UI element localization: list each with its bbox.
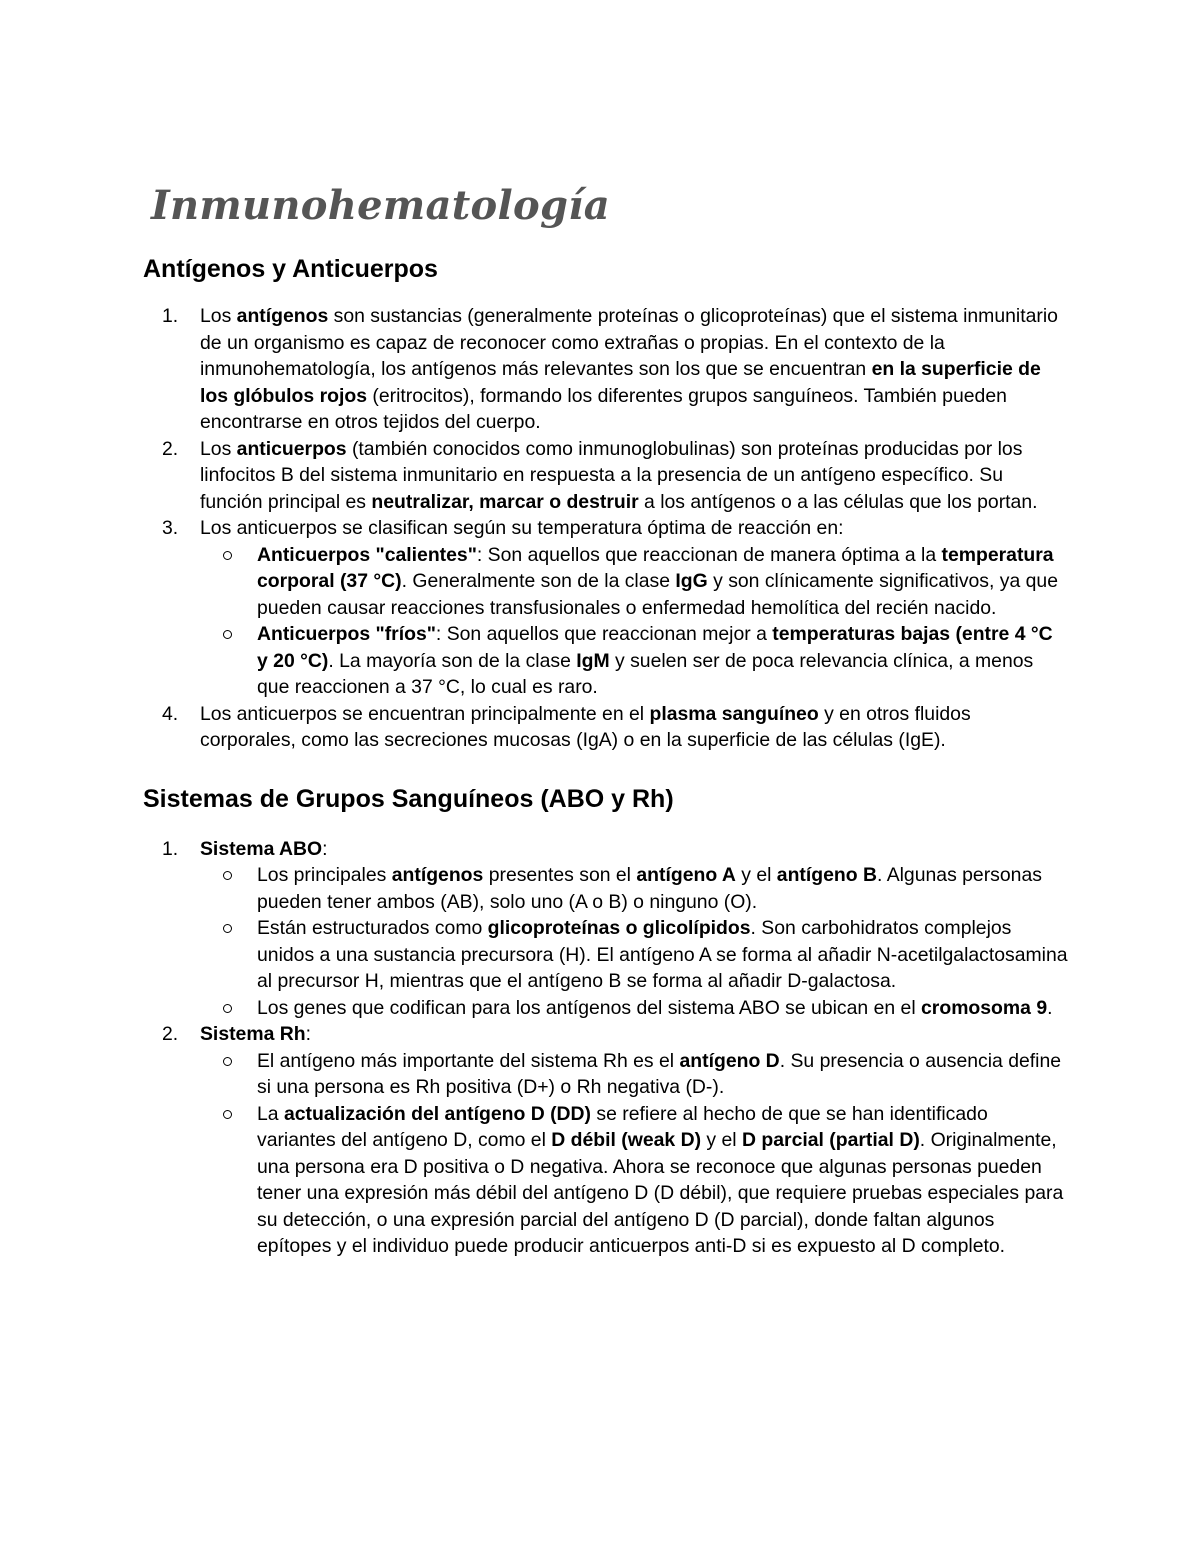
- hollow-bullet-icon: [223, 924, 232, 933]
- sublist-item: [199, 1048, 1068, 1101]
- list-number: 2.: [162, 1023, 179, 1045]
- bold-text: actualización del antígeno D (DD): [283, 1102, 592, 1125]
- text-run: a los antígenos o a las células que los portan.: [638, 490, 1038, 513]
- sublist-item: [199, 862, 1068, 915]
- section-heading-antigenos: Antígenos y Anticuerpos: [143, 255, 438, 283]
- bold-text: antígenos: [391, 864, 484, 886]
- hollow-bullet-icon: [223, 630, 232, 639]
- bold-text: Anticuerpos "calientes": [257, 543, 477, 566]
- text-run: y suelen ser de poca relevancia clínica, a menos que reaccionen a 37 °C, lo cual es raro.: [257, 649, 1034, 698]
- hollow-bullet-icon: [223, 871, 232, 880]
- list-item: [143, 436, 1068, 516]
- sublist: [200, 542, 1068, 701]
- text-run: Están estructurados como: [257, 917, 488, 939]
- sublist-item: [199, 915, 1068, 995]
- text-run: El antígeno más importante del sistema Rh es el: [257, 1049, 680, 1072]
- list-item: [143, 836, 1068, 1022]
- bold-text: temperatura corporal (37 °C): [257, 543, 1054, 592]
- bold-text: IgM: [576, 649, 610, 672]
- text-run: y son clínicamente significativos, ya que pueden causar reacciones transfusionales o enfermedad hemolítica del recién nacido.: [257, 570, 1059, 619]
- text-run: se refiere al hecho de que se han identificado variantes del antígeno D, como el: [257, 1102, 988, 1151]
- bold-text: antígenos: [236, 305, 329, 327]
- bold-text: D débil (weak D): [551, 1129, 702, 1151]
- text-run: Los principales: [257, 864, 392, 886]
- text-run: :: [322, 837, 328, 860]
- bold-text: anticuerpos: [236, 437, 347, 460]
- bold-text: neutralizar, marcar o destruir: [371, 490, 639, 513]
- bold-text: IgG: [675, 570, 708, 592]
- text-run: . Son carbohidratos complejos unidos a una sustancia precursora (H). El antígeno A se forma al añadir N-acetilgalactosamina al precursor H, mientras que el antígeno B se forma al añadir D-galactosa.: [257, 917, 1068, 992]
- text-run: y en otros fluidos corporales, como las secreciones mucosas (IgA) o en la superficie de las células (IgE).: [200, 702, 971, 751]
- bold-text: antígeno B: [776, 864, 877, 886]
- bold-text: plasma sanguíneo: [649, 702, 819, 725]
- antigenos-list: [143, 303, 1068, 754]
- bold-text: glicoproteínas o glicolípidos: [487, 917, 751, 939]
- bold-text: cromosoma 9: [921, 996, 1048, 1019]
- text-run: . Algunas personas pueden tener ambos (AB), solo uno (A o B) o ninguno (O).: [257, 864, 1042, 913]
- hollow-bullet-icon: [223, 1004, 232, 1013]
- text-run: La: [257, 1102, 284, 1125]
- document-content: [143, 178, 1068, 1260]
- list-item: [143, 303, 1068, 436]
- text-run: presentes son el: [483, 864, 637, 886]
- hollow-bullet-icon: [223, 1110, 232, 1119]
- list-number: 3.: [162, 517, 179, 539]
- list-number: 4.: [162, 702, 179, 725]
- text-run: y el: [701, 1129, 742, 1151]
- text-run: Los anticuerpos se encuentran principalmente en el: [200, 702, 650, 725]
- sublist-item: [199, 621, 1068, 701]
- text-run: y el: [735, 864, 777, 886]
- sublist-item: [199, 542, 1068, 622]
- hollow-bullet-icon: [223, 551, 232, 560]
- list-item: [143, 1021, 1068, 1260]
- list-number: 1.: [162, 837, 179, 860]
- bold-text: antígeno A: [636, 864, 736, 886]
- text-run: Los: [200, 437, 237, 460]
- list-item: [143, 701, 1068, 754]
- text-run: : Son aquellos que reaccionan de manera óptima a la: [476, 543, 942, 566]
- text-run: . Originalmente, una persona era D positiva o D negativa. Ahora se reconoce que algunas personas pueden tener una expresión más débil del antígeno D (D débil), que requiere pruebas especiales para su detección, o una expresión parcial del antígeno D (D parcial), donde faltan algunos epítopes y el individuo puede producir anticuerpos anti-D si es expuesto al D completo.: [257, 1129, 1064, 1257]
- sublist-item: [199, 1101, 1068, 1260]
- grupos-sanguineos-list: [143, 836, 1068, 1260]
- text-run: :: [305, 1023, 311, 1045]
- text-run: . Su presencia o ausencia define si una persona es Rh positiva (D+) o Rh negativa (D-).: [257, 1049, 1062, 1098]
- text-run: . Generalmente son de la clase: [401, 570, 676, 592]
- bold-text: Sistema Rh: [200, 1023, 306, 1045]
- bold-text: D parcial (partial D): [742, 1129, 920, 1151]
- hollow-bullet-icon: [223, 1057, 232, 1066]
- text-run: (también conocidos como inmunoglobulinas) son proteínas producidas por los linfocitos B del sistema inmunitario en respuesta a la presencia de un antígeno específico. Su función principal es: [200, 437, 1023, 513]
- bold-text: antígeno D: [679, 1049, 780, 1072]
- text-run: (eritrocitos), formando los diferentes grupos sanguíneos. También pueden encontrarse en otros tejidos del cuerpo.: [200, 384, 1007, 433]
- text-run: . La mayoría son de la clase: [328, 649, 577, 672]
- text-run: Los anticuerpos se clasifican según su temperatura óptima de reacción en:: [200, 517, 844, 539]
- text-run: .: [1047, 996, 1053, 1019]
- sublist: [200, 862, 1068, 1021]
- bold-text: temperaturas bajas (entre 4 °C y 20 °C): [257, 623, 1053, 672]
- text-run: : Son aquellos que reaccionan mejor a: [435, 623, 773, 645]
- bold-text: Anticuerpos "fríos": [257, 623, 436, 645]
- list-item: [143, 515, 1068, 701]
- document-title: Inmunohematología: [151, 182, 610, 229]
- bold-text: Sistema ABO: [200, 837, 323, 860]
- bold-text: en la superficie de los glóbulos rojos: [200, 358, 1041, 407]
- list-number: 1.: [162, 305, 179, 327]
- section-heading-grupos-sanguineos: Sistemas de Grupos Sanguíneos (ABO y Rh): [143, 784, 674, 813]
- text-run: Los: [200, 305, 237, 327]
- sublist: [200, 1048, 1068, 1260]
- sublist-item: [199, 995, 1068, 1022]
- text-run: son sustancias (generalmente proteínas o glicoproteínas) que el sistema inmunitario de un organismo es capaz de reconocer como extrañas o propias. En el contexto de la inmunohematología, los antígenos más relevantes son los que se encuentran: [200, 305, 1058, 380]
- list-number: 2.: [162, 437, 179, 460]
- text-run: Los genes que codifican para los antígenos del sistema ABO se ubican en el: [257, 996, 922, 1019]
